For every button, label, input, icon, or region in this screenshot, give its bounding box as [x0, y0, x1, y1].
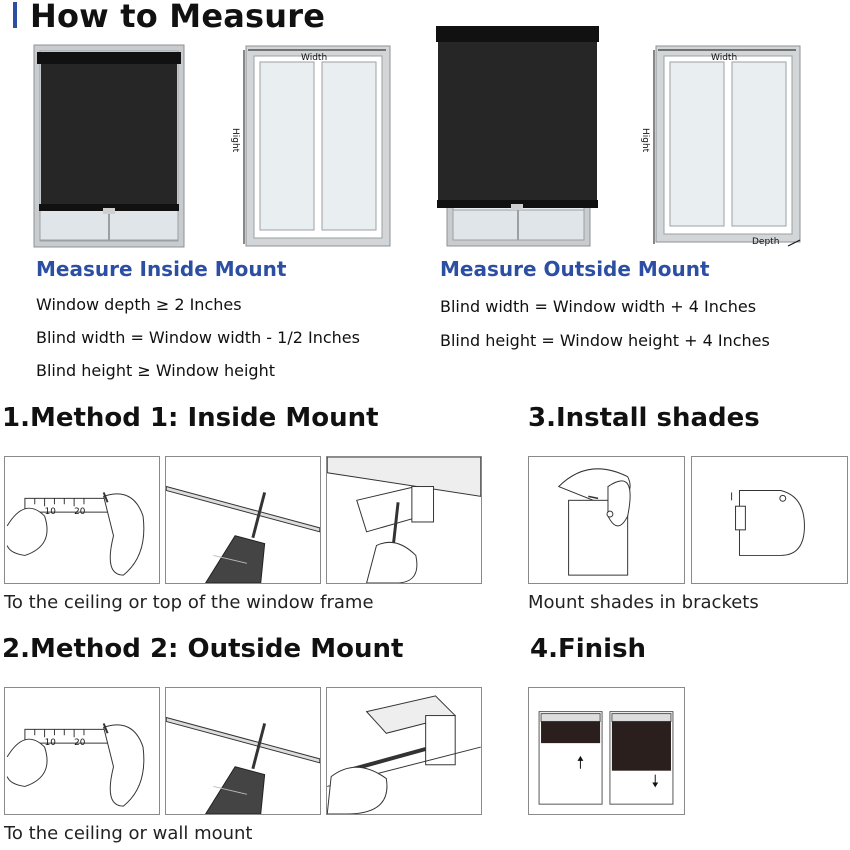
inside-mount-heading: Measure Inside Mount	[36, 257, 287, 281]
outside-spec-height: Blind height = Window height + 4 Inches	[440, 331, 770, 350]
method1-step-measure	[4, 456, 160, 584]
height-label-outside: Hight	[640, 128, 650, 153]
install-step-snap	[691, 456, 848, 584]
method2-step-measure	[4, 687, 160, 815]
method2-step-bracket	[326, 687, 482, 815]
method1-caption: To the ceiling or top of the window frame	[4, 592, 374, 613]
height-label: Hight	[230, 128, 240, 153]
outside-mount-heading: Measure Outside Mount	[440, 257, 710, 281]
install-step-hook	[528, 456, 685, 584]
outside-mount-shade-diagram	[435, 24, 600, 248]
page-title: How to Measure	[30, 0, 326, 35]
tape-tick-20-m2: 20	[74, 738, 86, 749]
inside-mount-shade-diagram	[33, 44, 185, 248]
depth-label: Depth	[752, 237, 780, 247]
finish-heading: 4.Finish	[530, 634, 647, 664]
install-heading: 3.Install shades	[528, 403, 760, 433]
method1-step-drill	[165, 456, 321, 584]
finish-step-shades	[528, 687, 685, 815]
inside-spec-width: Blind width = Window width - 1/2 Inches	[36, 328, 360, 347]
method2-caption: To the ceiling or wall mount	[4, 823, 253, 844]
inside-spec-depth: Window depth ≥ 2 Inches	[36, 295, 242, 314]
window-width-height-diagram	[240, 44, 392, 248]
method2-step-drill	[165, 687, 321, 815]
method1-heading: 1.Method 1: Inside Mount	[2, 403, 379, 433]
outside-spec-width: Blind width = Window width + 4 Inches	[440, 297, 757, 316]
method2-heading: 2.Method 2: Outside Mount	[2, 634, 404, 664]
title-accent-bar	[13, 2, 17, 28]
width-label: Width	[301, 53, 328, 63]
inside-spec-height: Blind height ≥ Window height	[36, 361, 275, 380]
width-label-outside: Width	[711, 53, 738, 63]
method1-step-bracket	[326, 456, 482, 584]
tape-tick-10-m2: 10	[44, 738, 56, 749]
tape-tick-10: 10	[44, 507, 56, 518]
window-width-height-depth-diagram	[650, 44, 805, 250]
install-caption: Mount shades in brackets	[528, 592, 759, 613]
tape-tick-20: 20	[74, 507, 86, 518]
